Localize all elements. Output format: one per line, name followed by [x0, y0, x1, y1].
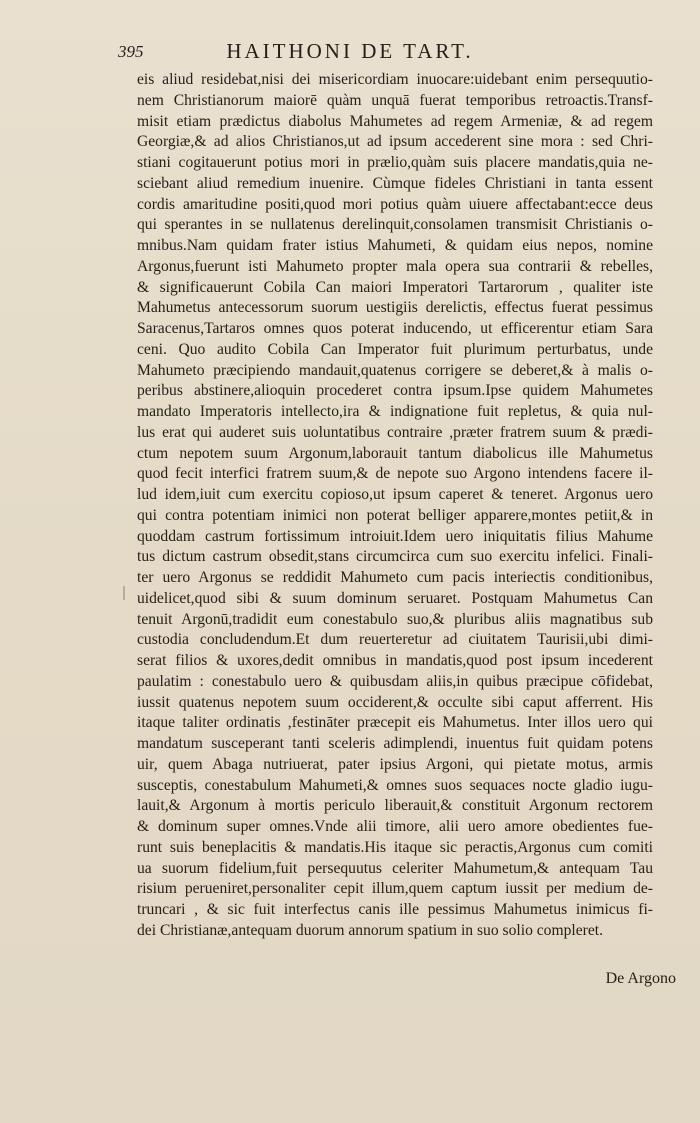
text-line: Mahumetus antecessorum suorum uestigiis derelictis, effectus fuerat pessimus [137, 299, 653, 317]
body-text [137, 70, 653, 942]
text-line: quod fecit interfici fratrem suum,& de nepote suo Argono intendens facere il- [137, 465, 653, 483]
text-line: mandato Imperatoris intellecto,ira & indignatione fuit repletus, & quia nul- [137, 403, 653, 420]
catchword: De Argono [605, 970, 676, 987]
text-line: truncari , & sic fuit interfectus canis ille pessimus Mahumetus inimicus fi- [137, 901, 653, 918]
text-line: ua suorum fidelium,fuit persequutus celeriter Mahumetum,& antequam Tau [137, 859, 653, 877]
text-line: iussit quatenus nepotem suum occiderent,& occulte sibi caput afferrent. His [137, 693, 653, 711]
text-line: risium perueniret,personaliter cepit illum,quem captum iussit per medium de- [137, 880, 653, 898]
text-line: paulatim : conestabulo uero & quibusdam aliis,in quibus præcipue cōfidebat, [137, 672, 653, 690]
text-line: susceptis, conestabulum Mahumeti,& omnes suos sequaces nocte gladio iugu- [137, 776, 653, 794]
margin-mark [123, 586, 125, 600]
text-line: stiani cogitauerunt potius mori in prælio,quàm suis placere mandatis,quia ne- [137, 154, 653, 171]
text-line: uidelicet,quod sibi & suum dominum seruaret. Postquam Mahumetus Can [137, 589, 653, 607]
text-line: uir, quem Abaga nutriuerat, pater ipsius Argoni, qui pietate motus, armis [137, 755, 653, 773]
text-line: itaque taliter ordinatis ,festināter præcepit eis Mahumetus. Inter illos uero qui [137, 714, 653, 732]
text-line: qui contra potentiam inimici non poterat belliger apparere,montes petiit,& in [137, 506, 653, 524]
text-line: sciebant aliud remedium inuenire. Cùmque fideles Christiani in tanta essent [137, 174, 653, 192]
text-line: cordis amaritudine positi,quod mori potius quàm uiuere affectabant:ecce deus [137, 195, 653, 213]
text-line: quoddam castrum fortissimum introiuit.Idem uero iniquitatis filius Mahume [137, 527, 653, 545]
text-line: mandatum susceperant tanti sceleris adimplendi, inuentus fuit quidam potens [137, 735, 653, 752]
text-line: lus erat qui auderet suis uoluntatibus contraire ,præter fratrem suum & prædi- [137, 423, 653, 441]
text-line: tus dictum castrum obsedit,stans circumcirca cum suo exercitu infelici. Finali- [137, 548, 653, 566]
text-line: Saracenus,Tartaros omnes quos poterat inducendo, ut efficerentur etiam Sara [137, 320, 653, 337]
text-line: serat filios & uxores,dedit omnibus in mandatis,quod post ipsum incederent [137, 652, 653, 669]
text-line: eis aliud residebat,nisi dei misericordiam inuocare:uidebant enim persequutio- [137, 71, 653, 88]
page-number: 395 [118, 42, 144, 61]
text-line: custodia concludendum.Et dum reuerteretur ad ciuitatem Taurisii,ubi dimi- [137, 631, 653, 649]
text-line: peribus abstinere,alioquin procederet contra ipsum.Ipse quidem Mahumetes [137, 382, 653, 400]
text-line: Georgiæ,& ad alios Christianos,ut ad ipsum accederent sine mora : sed Chri- [137, 133, 653, 151]
text-line: mnibus.Nam quidam frater istius Mahumeti, & quidam eius nepos, nomine [137, 237, 653, 254]
text-line: & dominum super omnes.Vnde alii timore, alii uero amore obedientes fue- [137, 818, 653, 835]
text-line: misit etiam prædictus diabolus Mahumetes ad regem Armeniæ, & ad regem [137, 112, 653, 130]
text-line: lud idem,iuit cum exercitu copioso,ut ipsum caperet & teneret. Argonus uero [137, 486, 653, 503]
text-line: nem Christianorum maiorē quàm unquā fuerat temporibus retroactis.Transf- [137, 91, 653, 109]
text-line: ctum nepotem suum Argonum,laborauit tantum diabolicus ille Mahumetus [137, 444, 653, 462]
text-line: ceni. Quo audito Cobila Can Imperator fuit plurimum perturbatus, unde [137, 340, 653, 358]
text-line: & significauerunt Cobila Can maiori Imperatori Tartarorum , qualiter iste [137, 278, 653, 296]
text-line: runt suis beneplacitis & mandatis.His itaque sic peractis,Argonus cum comiti [137, 838, 653, 856]
text-line: ter uero Argonus se reddidit Mahumeto cum pacis interiectis conditionibus, [137, 569, 653, 586]
text-line: Mahumeto præcipiendo mandauit,quatenus corrigere se deberet,& à malis o- [137, 361, 653, 379]
page-header [0, 40, 700, 66]
running-title: HAITHONI DE TART. [226, 39, 474, 63]
text-line: qui sperantes in se nullatenus derelinquit,consolamen transmisit Christianis o- [137, 216, 653, 234]
text-line: Argonus,fuerunt isti Mahumeto propter mala opera sua contrarii & rebelles, [137, 257, 653, 275]
text-line: dei Christianæ,antequam duorum annorum spatium in suo solio compleret. [137, 921, 604, 939]
text-line: tenuit Argonū,tradidit eum conestabulo suo,& pluribus aliis magnatibus sub [137, 610, 653, 628]
text-line: lauit,& Argonum à mortis periculo liberauit,& constituit Argonum rectorem [137, 797, 653, 815]
